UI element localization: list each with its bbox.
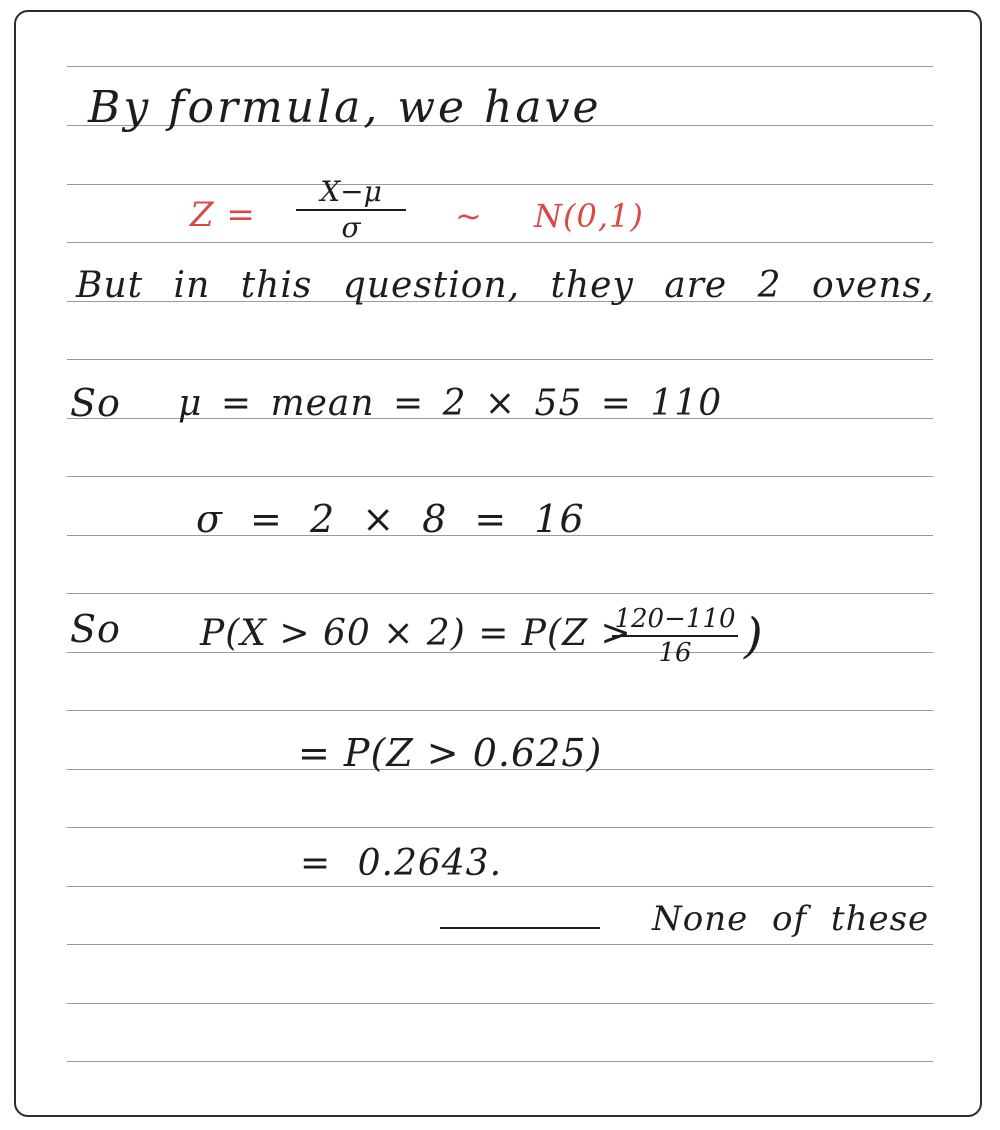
fraction-bar <box>612 635 738 637</box>
ruled-line <box>67 710 933 711</box>
answer-text: None of these <box>652 899 930 939</box>
z-formula-numerator: X−μ <box>320 175 382 208</box>
z-formula-fraction <box>296 175 406 244</box>
sigma-calculation: σ = 2 × 8 = 16 <box>196 497 585 541</box>
ruled-line <box>67 827 933 828</box>
z-formula-lhs: Z = <box>190 195 256 235</box>
ruled-line <box>67 886 933 887</box>
so-label: So <box>70 381 121 425</box>
intro-text: By formula, we have <box>88 82 602 133</box>
ruled-line <box>67 1061 933 1062</box>
question-note: But in this question, they are 2 ovens, <box>76 265 935 306</box>
mean-calculation: μ = mean = 2 × 55 = 110 <box>178 383 723 424</box>
ruled-line <box>67 593 933 594</box>
ruled-line <box>67 66 933 67</box>
ruled-line <box>67 242 933 243</box>
ruled-line <box>67 1003 933 1004</box>
probability-z: = P(Z > 0.625) <box>298 731 603 775</box>
z-formula-denominator: σ <box>341 211 361 244</box>
standardized-numerator: 120−110 <box>614 604 736 634</box>
closing-parenthesis: ) <box>744 608 764 664</box>
ruled-line <box>67 359 933 360</box>
probability-result: = 0.2643. <box>300 843 503 884</box>
ruled-line <box>67 944 933 945</box>
note-page <box>14 10 982 1117</box>
standardized-denominator: 16 <box>658 638 692 668</box>
ruled-line <box>67 184 933 185</box>
so-label-2: So <box>70 607 121 651</box>
ruled-line <box>67 476 933 477</box>
z-formula-distribution: ~ N(0,1) <box>455 197 644 235</box>
answer-dash <box>440 927 600 929</box>
probability-statement: P(X > 60 × 2) = P(Z > <box>200 613 632 654</box>
standardized-fraction <box>612 606 738 666</box>
